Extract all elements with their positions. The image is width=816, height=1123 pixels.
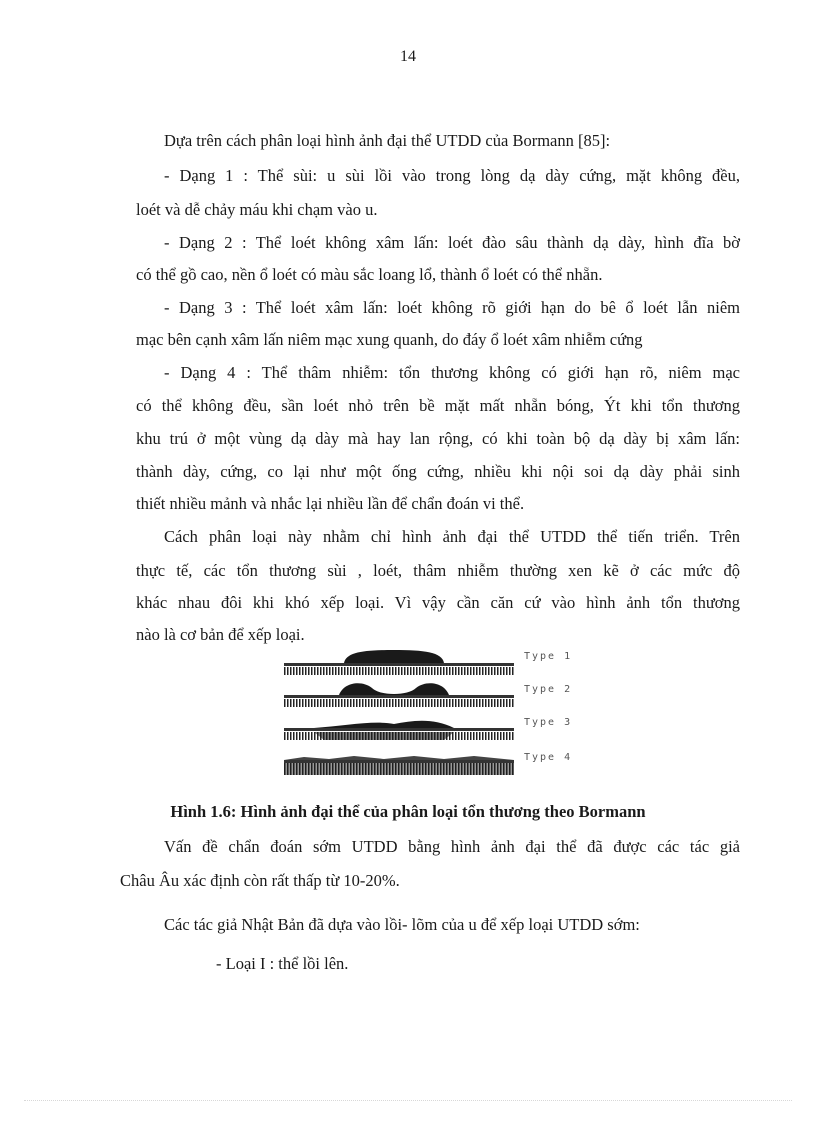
paragraph-line: có thể gồ cao, nền ổ loét có màu sắc loang lổ, thành ổ loét có thể nhẵn. xyxy=(136,265,603,284)
paragraph-line: khác nhau đôi khi khó xếp loại. Vì vậy cần căn cứ vào hình ảnh tổn thương xyxy=(136,593,740,612)
page-bottom-divider xyxy=(24,1100,792,1101)
paragraph-line: loét và dễ chảy máu khi chạm vào u. xyxy=(136,200,378,219)
type-2-lesion xyxy=(284,683,514,707)
paragraph-line: thiết nhiều mảnh và nhắc lại nhiều lần để chẩn đoán vi thể. xyxy=(136,494,525,513)
type-3-label: Type 3 xyxy=(524,717,573,728)
paragraph-line: Châu Âu xác định còn rất thấp từ 10-20%. xyxy=(120,871,400,890)
paragraph-line: khu trú ở một vùng dạ dày mà hay lan rộng, có khi toàn bộ dạ dày bị xâm lấn: xyxy=(136,429,740,448)
paragraph-line: mạc bên cạnh xâm lấn niêm mạc xung quanh, do đáy ổ loét xâm nhiễm cứng xyxy=(136,330,643,349)
list-item: - Loại I : thể lồi lên. xyxy=(216,954,349,973)
type-3-lesion xyxy=(284,721,514,740)
bormann-figure xyxy=(284,648,614,783)
type-1-lesion xyxy=(284,650,514,675)
paragraph-line: thành dày, cứng, co lại như một ống cứng, nhiều khi nội soi dạ dày phải sinh xyxy=(136,462,740,481)
type-4-lesion xyxy=(284,756,514,775)
paragraph-line: Vấn đề chẩn đoán sớm UTDD bằng hình ảnh đại thể đã được các tác giả xyxy=(164,837,740,856)
paragraph-line: - Dạng 3 : Thể loét xâm lấn: loét không rõ giới hạn do bê ổ loét lẫn niêm xyxy=(164,298,740,317)
paragraph-line: - Dạng 1 : Thể sùi: u sùi lồi vào trong lòng dạ dày cứng, mặt không đều, xyxy=(164,166,740,185)
figure-caption: Hình 1.6: Hình ảnh đại thể của phân loại tổn thương theo Bormann xyxy=(170,802,646,821)
paragraph-line: Dựa trên cách phân loại hình ảnh đại thể UTDD của Bormann [85]: xyxy=(164,131,611,150)
paragraph-line: thực tế, các tổn thương sùi , loét, thâm nhiễm thường xen kẽ ở các mức độ xyxy=(136,561,740,580)
type-1-label: Type 1 xyxy=(524,651,573,662)
paragraph-line: Cách phân loại này nhằm chỉ hình ảnh đại thể UTDD thể tiến triển. Trên xyxy=(164,527,740,546)
page-number: 14 xyxy=(400,48,416,65)
paragraph-line: - Dạng 4 : Thể thâm nhiễm: tổn thương không có giới hạn rõ, niêm mạc xyxy=(164,363,740,382)
type-2-label: Type 2 xyxy=(524,684,573,695)
type-4-label: Type 4 xyxy=(524,752,573,763)
paragraph-line: nào là cơ bản để xếp loại. xyxy=(136,625,305,644)
paragraph-line: - Dạng 2 : Thể loét không xâm lấn: loét đào sâu thành dạ dày, hình đĩa bờ xyxy=(164,233,740,252)
paragraph-line: có thể không đều, sần loét nhỏ trên bề mặt mất nhẵn bóng, Ýt khi tổn thương xyxy=(136,396,740,415)
paragraph-line: Các tác giả Nhật Bản đã dựa vào lồi- lõm của u để xếp loại UTDD sớm: xyxy=(164,915,640,934)
